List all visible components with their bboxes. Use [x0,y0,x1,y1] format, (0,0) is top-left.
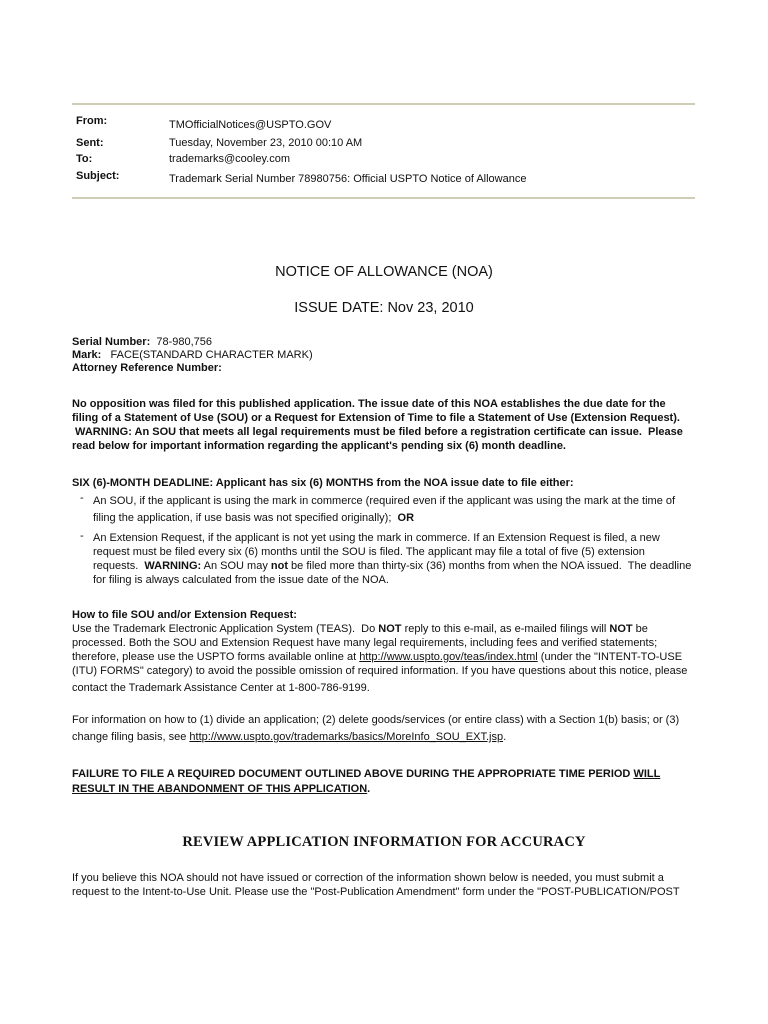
failure-line: FAILURE TO FILE A REQUIRED DOCUMENT OUTLINED ABOVE DURING THE APPROPRIATE TIME PERIOD WILL [72,768,661,780]
warning-text: WARNING: [144,560,202,572]
not-text: not [270,560,288,572]
opposition-paragraph [72,397,702,453]
bullet-line: requests. WARNING: An SOU may not be filed more than thirty-six (36) months from when the NOA issued. The deadline [93,560,692,572]
from-label: From: [76,115,108,127]
serial-row [72,336,212,349]
bullet-sou [93,494,701,525]
opposition-line: read below for important information regarding the applicant's pending six (6) month deadline. [72,440,566,452]
bullet-marker: - [80,530,84,542]
review-heading: REVIEW APPLICATION INFORMATION FOR ACCURACY [182,834,586,850]
bullet-line: for filing is always calculated from the issue date of the NOA. [93,574,389,586]
sent-value: Tuesday, November 23, 2010 00:10 AM [169,137,363,149]
bullet-line: An SOU, if the applicant is using the mark in commerce (required even if the applicant was using the mark at the time of [93,495,676,507]
subject-label: Subject: [76,170,120,182]
howto-line: contact the Trademark Assistance Center at 1-800-786-9199. [72,682,370,694]
bullet-line: An Extension Request, if the applicant is not yet using the mark in commerce. If an Extension Request is filed, a new [93,532,660,544]
opposition-line: filing of a Statement of Use (SOU) or a Request for Extension of Time to file a Statement of Use (Extension Request). [72,412,680,424]
howto-line: (ITU) FORMS" category) to avoid the possible omission of required information. If you have questions about this notice, please [72,665,688,677]
info-line: change filing basis, see http://www.uspto.gov/trademarks/basics/MoreInfo_SOU_EXT.jsp. [72,731,507,743]
deadline-heading: SIX (6)-MONTH DEADLINE: Applicant has six (6) MONTHS from the NOA issue date to file either: [72,477,574,489]
howto-line: Use the Trademark Electronic Application System (TEAS). Do NOT reply to this e-mail, as e-mailed filings will NOT be [72,623,648,635]
bullet-line: request must be filed every six (6) months until the SOU is filed. The applicant may file a total of five (5) extension [93,546,645,558]
review-line: If you believe this NOA should not have issued or correction of the information shown below is needed, you must submit a [72,872,664,884]
from-value: TMOfficialNotices@USPTO.GOV [169,119,332,131]
mark-row [72,349,313,362]
issue-date: ISSUE DATE: Nov 23, 2010 [294,300,474,316]
to-value: trademarks@cooley.com [169,153,290,165]
failure-warning [72,767,702,796]
top-rule [72,103,695,105]
mark-value: FACE(STANDARD CHARACTER MARK) [110,349,313,361]
mark-label: Mark: [72,349,102,361]
or-text: OR [397,512,415,524]
info-line: For information on how to (1) divide an application; (2) delete goods/services (or entire class) with a Section 1(b) basis; or (3) [72,714,680,726]
review-line: request to the Intent-to-Use Unit. Please use the "Post-Publication Amendment" form under the "POST-PUBLICATION/POST [72,886,680,898]
bullet-extension [93,531,701,587]
howto-line: processed. Both the SOU and Extension Request have many legal requirements, including fees and verified statements; [72,637,658,649]
failure-line: RESULT IN THE ABANDONMENT OF THIS APPLICATION. [72,783,371,795]
serial-label: Serial Number: [72,336,151,348]
bullet-line: filing the application, if use basis was not specified originally); OR [93,512,415,524]
teas-link[interactable]: http://www.uspto.gov/teas/index.html [359,651,538,663]
to-label: To: [76,153,93,165]
moreinfo-link[interactable]: http://www.uspto.gov/trademarks/basics/MoreInfo_SOU_EXT.jsp [189,731,504,743]
howto-line: therefore, please use the USPTO forms available online at http://www.uspto.gov/teas/index.html (under the "INTENT-TO-USE [72,651,683,663]
notice-title: NOTICE OF ALLOWANCE (NOA) [275,264,493,280]
opposition-line: No opposition was filed for this published application. The issue date of this NOA establishes the due date for the [72,398,666,410]
review-paragraph [72,871,702,899]
opposition-line: WARNING: An SOU that meets all legal requirements must be filed before a registration certificate can issue. Please [72,426,683,438]
howto-heading: How to file SOU and/or Extension Request: [72,609,297,621]
attorney-ref-label: Attorney Reference Number: [72,362,222,374]
subject-value: Trademark Serial Number 78980756: Official USPTO Notice of Allowance [169,173,527,185]
bullet-marker: - [80,492,84,504]
bottom-rule [72,197,695,199]
serial-value: 78-980,756 [156,336,213,348]
sent-label: Sent: [76,137,104,149]
info-paragraph [72,713,702,744]
howto-paragraph [72,608,702,695]
